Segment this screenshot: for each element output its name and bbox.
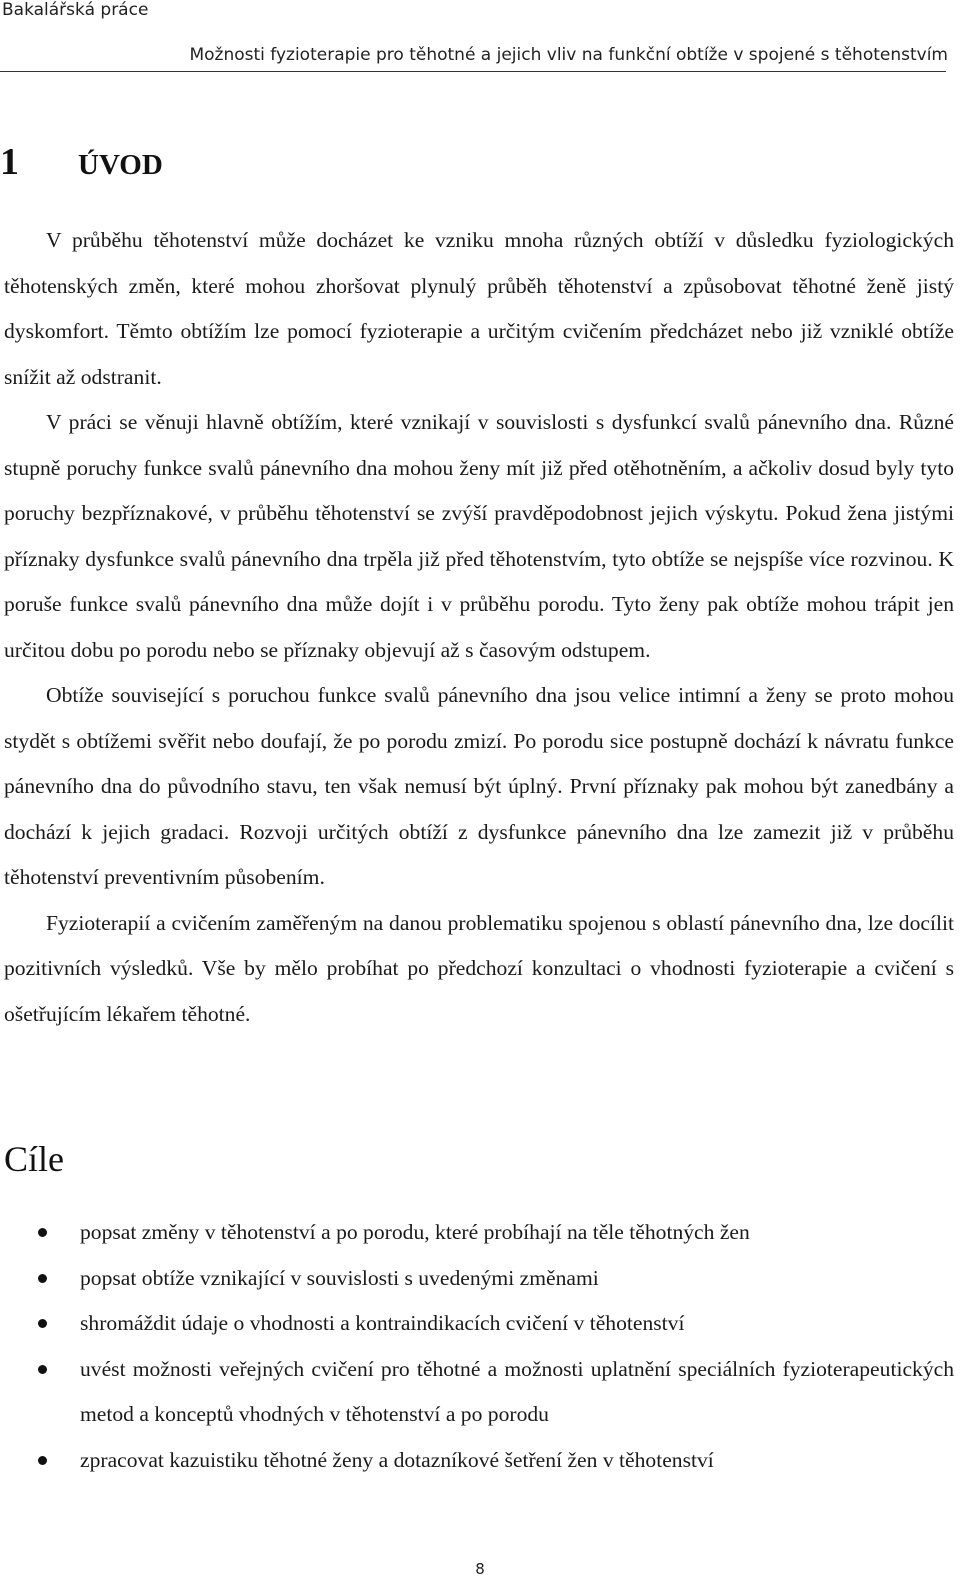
body-text <box>4 218 954 1037</box>
goal-text: zpracovat kazuistiku těhotné ženy a dotazníkové šetření žen v těhotenství <box>80 1447 714 1472</box>
paragraph: Fyzioterapií a cvičením zaměřeným na danou problematiku spojenou s oblastí pánevního dna, lze docílit pozitivních výsledků. Vše by mělo probíhat po předchozí konzultaci o vhodnosti fyzioterapie a cvičení s ošetřujícím lékařem těhotné. <box>4 910 954 1026</box>
goal-text: uvést možnosti veřejných cvičení pro těhotné a možnosti uplatnění speciálních fyzioterapeutických metod a konceptů vhodných v těhotenství a po porodu <box>80 1356 954 1426</box>
goal-text: popsat obtíže vznikající v souvislosti s uvedenými změnami <box>80 1265 599 1290</box>
paragraph: V práci se věnuji hlavně obtížím, které vznikají v souvislosti s dysfunkcí svalů pánevního dna. Různé stupně poruchy funkce svalů pánevního dna mohou ženy mít již před otěhotněním, a ačkoliv dosud byly tyto poruchy bezpříznakové, v průběhu těhotenství se zvýší pravděpodobnost jejich výskytu. Pokud žena jistými příznaky dysfunkce svalů pánevního dna trpěla již před těhotenstvím, tyto obtíže se nejspíše více rozvinou. K poruše funkce svalů pánevního dna může dojít i v průběhu porodu. Tyto ženy pak obtíže mohou trápit jen určitou dobu po porodu nebo se příznaky objevují až s časovým odstupem. <box>4 410 954 662</box>
bullet-icon <box>38 1456 47 1465</box>
list-item <box>4 1256 954 1302</box>
bullet-icon <box>38 1228 47 1237</box>
chapter-title: ÚVOD <box>78 149 163 181</box>
paragraph: V průběhu těhotenství může docházet ke vzniku mnoha různých obtíží v důsledku fyziologických těhotenských změn, které mohou zhoršovat plynulý průběh těhotenství a způsobovat těhotné ženě jistý dyskomfort. Těmto obtížím lze pomocí fyzioterapie a určitým cvičením předcházet nebo již vzniklé obtíže snížit až odstranit. <box>4 228 954 389</box>
bullet-icon <box>38 1274 47 1283</box>
header-doc-type: Bakalářská práce <box>2 0 149 20</box>
chapter-heading <box>0 140 163 184</box>
goal-text: popsat změny v těhotenství a po porodu, které probíhají na těle těhotných žen <box>80 1220 750 1244</box>
list-item <box>4 1210 954 1256</box>
bullet-icon <box>38 1365 47 1374</box>
bullet-icon <box>38 1319 47 1328</box>
goals-list <box>4 1210 954 1483</box>
page-number: 8 <box>475 1560 485 1578</box>
list-item <box>4 1438 954 1484</box>
list-item <box>4 1347 954 1438</box>
list-item <box>4 1301 954 1347</box>
paragraph: Obtíže související s poruchou funkce svalů pánevního dna jsou velice intimní a ženy se proto mohou stydět s obtížemi svěřit nebo doufají, že po porodu zmizí. Po porodu sice postupně dochází k návratu funkce pánevního dna do původního stavu, ten však nemusí být úplný. První příznaky pak mohou být zanedbány a dochází k jejich gradaci. Rozvoji určitých obtíží z dysfunkce pánevního dna lze zamezit již v průběhu těhotenství preventivním působením. <box>4 683 954 889</box>
header-doc-title: Možnosti fyzioterapie pro těhotné a jejich vliv na funkční obtíže v spojené s těhotenstvím <box>189 45 948 65</box>
goal-text: shromáždit údaje o vhodnosti a kontraindikacích cvičení v těhotenství <box>80 1311 685 1335</box>
header-divider <box>0 71 946 72</box>
goals-heading: Cíle <box>4 1139 64 1179</box>
chapter-number: 1 <box>0 141 19 183</box>
